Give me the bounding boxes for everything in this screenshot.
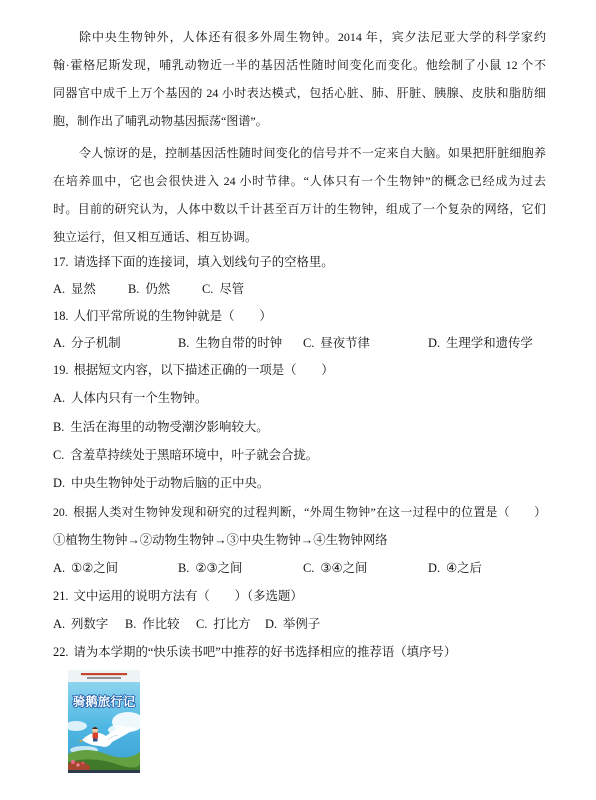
passage-p2-line-2: 在培养皿中，它也会很快进入 24 小时节律。“人体只有一个生物钟”的概念已经成为过去 <box>53 174 546 188</box>
option-c <box>303 559 367 577</box>
passage-p2-line-3: 时。目前的研究认为，人体中数以千计甚至百万计的生物钟，组成了一个复杂的网络，它们 <box>53 202 546 216</box>
question-number: 21. <box>53 589 69 603</box>
option-text: ②③之间 <box>195 561 243 575</box>
question-number: 19. <box>53 363 69 377</box>
question-17-options <box>53 280 546 298</box>
option-label: A. <box>53 391 66 405</box>
option-label: B. <box>178 561 190 575</box>
question-20-sequence: ①植物生物钟→②动物生物钟→③中央生物钟→④生物钟网络 <box>53 533 388 547</box>
option-c <box>303 334 370 352</box>
option-label: A. <box>53 561 66 575</box>
option-a <box>53 280 96 298</box>
option-label: D. <box>53 476 66 490</box>
option-a <box>53 615 108 633</box>
option-text: ④之后 <box>446 561 482 575</box>
passage-p1-line-4: 胞，制作出了哺乳动物基因振荡“图谱”。 <box>53 114 268 128</box>
option-d <box>428 334 533 352</box>
option-label: C. <box>303 561 315 575</box>
option-label: A. <box>53 282 66 296</box>
option-label: A. <box>53 617 66 631</box>
option-label: B. <box>125 617 137 631</box>
question-18 <box>53 307 546 325</box>
question-19 <box>53 361 546 379</box>
question-19-option-d <box>53 474 546 492</box>
option-text: 中央生物钟处于动物后脑的正中央。 <box>71 476 270 490</box>
question-stem: 请选择下面的连接词，填入划线句子的空格里。 <box>73 255 334 269</box>
passage-p1-line-3: 同器官中成千上万个基因的 24 小时表达模式，包括心脏、肺、肝脏、胰腺、皮肤和脂肪细 <box>53 86 546 100</box>
option-text: 生活在海里的动物受潮汐影响较大。 <box>70 420 269 434</box>
question-20 <box>53 503 546 521</box>
option-text: ①②之间 <box>71 561 119 575</box>
question-21-options <box>53 615 546 633</box>
option-text: 仍然 <box>145 282 171 296</box>
question-stem: 根据短文内容，以下描述正确的一项是（ ） <box>73 363 334 377</box>
option-text: 举例子 <box>283 617 321 631</box>
option-c <box>202 280 244 298</box>
passage-p2-line-4: 独立运行，但又相互通话、相互协调。 <box>53 230 258 244</box>
option-label: C. <box>196 617 208 631</box>
question-19-option-a <box>53 389 546 407</box>
option-text: 含羞草持续处于黑暗环境中，叶子就会合拢。 <box>70 448 319 462</box>
option-text: 分子机制 <box>71 336 121 350</box>
question-21 <box>53 587 546 605</box>
option-text: 生理学和遗传学 <box>446 336 533 350</box>
passage-p2-line-1: 令人惊讶的是，控制基因活性随时间变化的信号并不一定来自大脑。如果把肝脏细胞养 <box>79 146 546 160</box>
question-number: 22. <box>53 645 69 659</box>
option-text: 昼夜节律 <box>320 336 370 350</box>
question-19-option-b <box>53 418 546 436</box>
question-number: 18. <box>53 309 69 323</box>
option-text: ③④之间 <box>320 561 368 575</box>
cover-title: 骑鹅旅行记 <box>72 694 136 709</box>
option-label: D. <box>428 561 441 575</box>
option-text: 作比较 <box>142 617 180 631</box>
option-text: 列数字 <box>71 617 109 631</box>
option-a <box>53 559 118 577</box>
option-c <box>196 615 251 633</box>
question-18-options <box>53 334 546 352</box>
book-cover-illustration <box>68 670 140 773</box>
option-text: 显然 <box>71 282 96 296</box>
option-label: A. <box>53 336 66 350</box>
question-number: 17. <box>53 255 69 269</box>
option-label: C. <box>303 336 315 350</box>
option-a <box>53 334 121 352</box>
question-20-options <box>53 559 546 577</box>
question-stem: 请为本学期的“快乐读书吧”中推荐的好书选择相应的推荐语（填序号） <box>73 645 457 659</box>
question-19-option-c <box>53 446 546 464</box>
option-label: B. <box>128 282 140 296</box>
option-b <box>128 280 170 298</box>
option-d <box>428 559 482 577</box>
option-label: B. <box>53 420 65 434</box>
question-22 <box>53 643 546 661</box>
option-label: B. <box>178 336 190 350</box>
option-b <box>178 559 242 577</box>
option-text: 打比方 <box>213 617 251 631</box>
passage-p1-line-2: 翰·霍格尼斯发现，哺乳动物近一半的基因活性随时间变化而变化。他绘制了小鼠 12 个不 <box>53 58 546 72</box>
question-stem: 根据人类对生物钟发现和研究的过程判断，“外周生物钟”在这一过程中的位置是（ ） <box>72 505 546 519</box>
option-label: C. <box>202 282 214 296</box>
option-label: D. <box>428 336 441 350</box>
option-d <box>265 615 320 633</box>
option-text: 人体内只有一个生物钟。 <box>71 391 208 405</box>
question-stem: 人们平常所说的生物钟就是（ ） <box>73 309 272 323</box>
question-stem: 文中运用的说明方法有（ ）（多选题） <box>73 589 303 603</box>
passage-p1-line-1: 除中央生物钟外，人体还有很多外周生物钟。2014 年，宾夕法尼亚大学的科学家约 <box>79 30 546 44</box>
book-cover-image <box>68 670 140 773</box>
question-17 <box>53 253 546 271</box>
option-text: 生物自带的时钟 <box>195 336 283 350</box>
option-label: C. <box>53 448 65 462</box>
option-b <box>125 615 180 633</box>
question-number: 20. <box>53 505 68 519</box>
cover-top-band <box>68 670 140 682</box>
option-text: 尽管 <box>219 282 245 296</box>
option-b <box>178 334 282 352</box>
option-label: D. <box>265 617 278 631</box>
